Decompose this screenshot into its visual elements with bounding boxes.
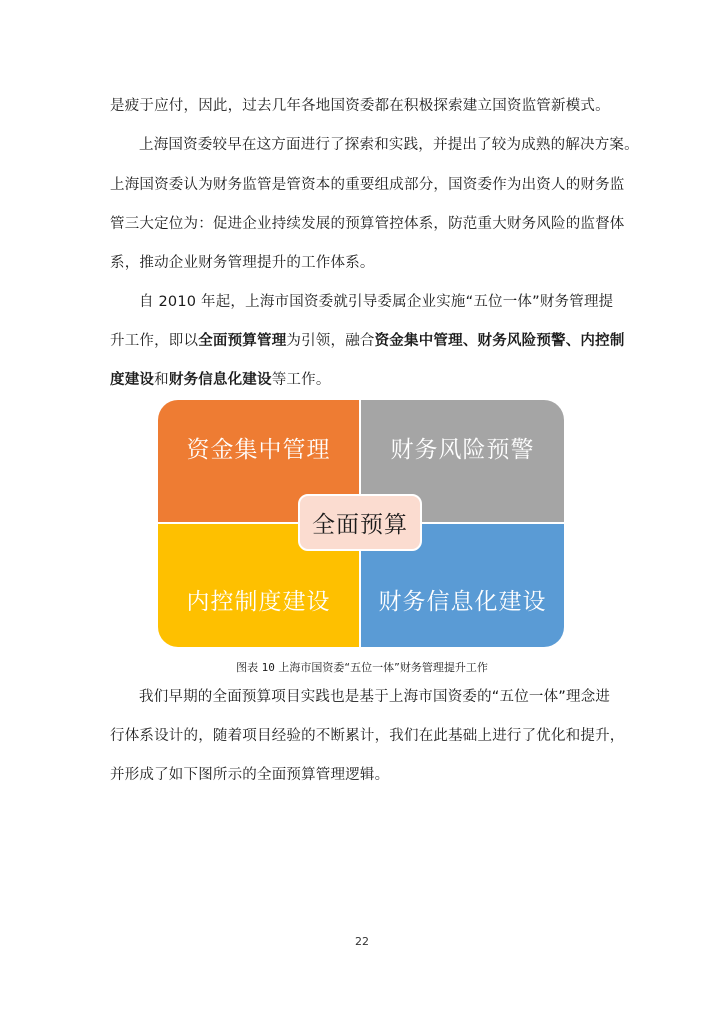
center-budget-box: 全面预算 — [298, 494, 422, 551]
paragraph-line — [110, 331, 625, 351]
paragraph-line: 系，推动企业财务管理提升的工作体系。 — [110, 255, 375, 271]
quadrant-label: 财务风险预警 — [390, 436, 535, 463]
bold-text: 财务风险预警 — [477, 333, 566, 349]
plain-text: 等工作。 — [271, 372, 331, 388]
plain-text: 升工作，即以 — [110, 333, 199, 349]
bold-text: 、 — [565, 333, 581, 349]
paragraph-line — [110, 370, 331, 390]
paragraph-line: 并形成了如下图所示的全面预算管理逻辑。 — [110, 767, 390, 783]
quadrant-label: 财务信息化建设 — [378, 589, 547, 615]
quadrant-label: 内控制度建设 — [186, 589, 331, 615]
paragraph-line: 上海国资委较早在这方面进行了探索和实践，并提出了较为成熟的解决方案。 — [139, 137, 639, 153]
bold-text: 内控制 — [580, 333, 625, 349]
bold-text: 资金集中管理 — [374, 333, 463, 349]
bold-text: 度建设 — [110, 372, 155, 388]
quadrant-label: 资金集中管理 — [186, 436, 331, 463]
figure-caption — [0, 659, 724, 675]
paragraph-line: 上海国资委认为财务监管是管资本的重要组成部分，国资委作为出资人的财务监 — [110, 177, 625, 193]
paragraph-line: 行体系设计的，随着项目经验的不断累计，我们在此基础上进行了优化和提升， — [110, 728, 625, 744]
caption-text: 上海市国资委“五位一体”财务管理提升工作 — [278, 661, 488, 674]
paragraph-line: 我们早期的全面预算项目实践也是基于上海市国资委的“五位一体”理念进 — [139, 689, 611, 705]
caption-prefix: 图表 — [236, 661, 259, 674]
bold-text: 财务信息化建设 — [168, 372, 272, 388]
paragraph-line: 管三大定位为：促进企业持续发展的预算管控体系，防范重大财务风险的监督体 — [110, 216, 625, 232]
plain-text: 为引领，融合 — [286, 333, 375, 349]
page-number: 22 — [355, 935, 369, 948]
caption-number: 10 — [261, 661, 275, 674]
bold-text: 全面预算管理 — [198, 333, 287, 349]
plain-text: 和 — [154, 372, 169, 388]
bold-text: 、 — [462, 333, 478, 349]
paragraph-line: 自 2010 年起，上海市国资委就引导委属企业实施“五位一体”财务管理提 — [139, 294, 614, 310]
paragraph-line: 是疲于应付，因此，过去几年各地国资委都在积极探索建立国资监管新模式。 — [110, 98, 610, 114]
